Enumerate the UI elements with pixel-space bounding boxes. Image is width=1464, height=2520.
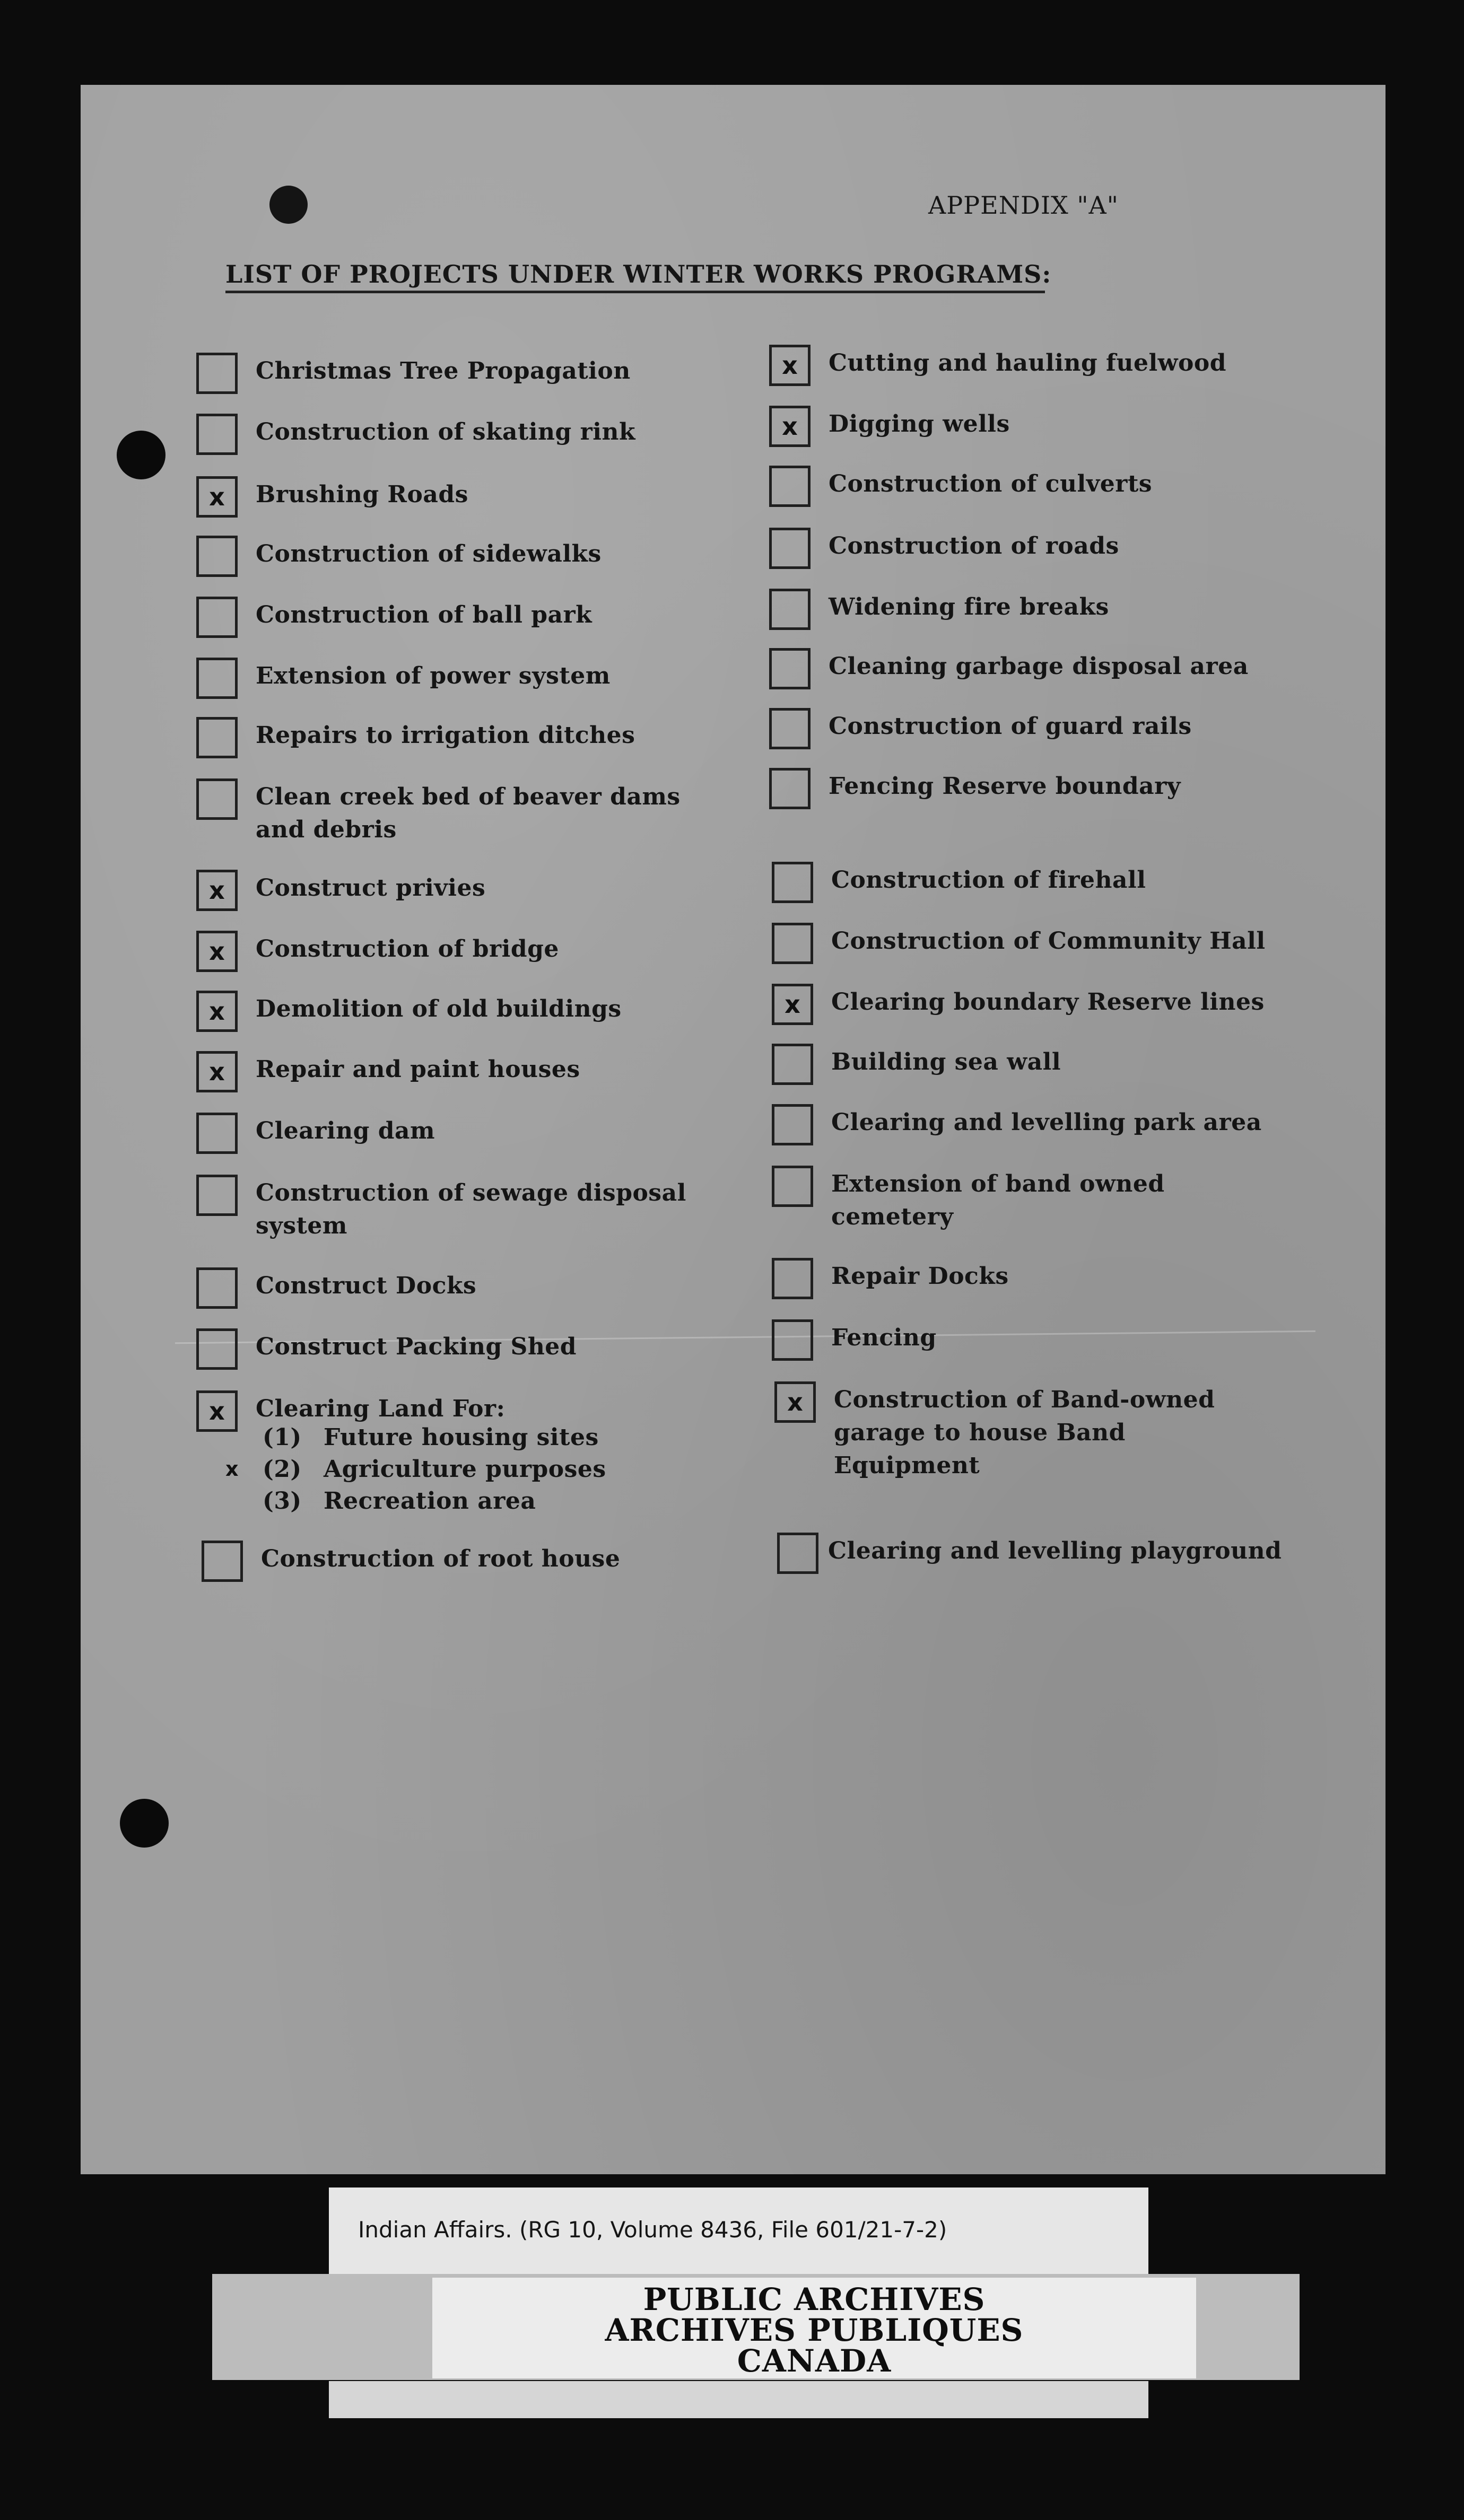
checkbox[interactable]: x [196,476,238,518]
checklist-item-right [769,528,1119,569]
item-label: Construction of ball park [256,601,592,628]
archive-citation: Indian Affairs. (RG 10, Volume 8436, File 601/21-7-2) [358,2217,947,2243]
item-label: Construction of Community Hall [831,928,1266,955]
item-label: Construction of Band-owned garage to house Band Equipment [834,1386,1215,1479]
checklist-item-left [196,870,485,911]
checklist-item-right [777,1533,1282,1574]
checklist-item-right [769,768,1181,809]
item-label: Construction of firehall [831,867,1146,894]
punch-hole-bottom [120,1799,169,1848]
checklist-item-left [196,536,602,577]
checklist-item-left [196,1267,476,1309]
checklist-item-right [772,1258,1009,1299]
item-label: Fencing [831,1324,937,1351]
subitem-2: (2) Agriculture purposes [263,1456,606,1483]
item-label: Repair and paint houses [256,1056,580,1083]
item-label: Clean creek bed of beaver dams and debris [256,783,681,843]
checklist-item-left [196,991,622,1032]
item-label: Clearing Land For: [256,1395,506,1422]
checkbox[interactable]: x [196,991,238,1032]
punch-hole-top [117,431,165,479]
item-label: Clearing and levelling park area [831,1109,1262,1136]
item-label: Construction of root house [261,1545,621,1572]
checklist-item-right [769,466,1152,507]
checkbox[interactable] [202,1541,243,1582]
checklist-item-left [196,476,468,518]
checkbox[interactable] [196,1113,238,1154]
checkbox[interactable]: x [196,1390,238,1432]
checkbox[interactable]: x [772,984,813,1025]
checkbox[interactable] [772,1104,813,1145]
checkbox[interactable]: x [774,1381,816,1423]
item-label: Repairs to irrigation ditches [256,722,635,749]
checklist-item-left [196,353,631,394]
checkbox[interactable]: x [196,1051,238,1092]
item-label: Construction of culverts [829,470,1153,497]
stamp-line-2: ARCHIVES PUBLIQUES [605,2312,1024,2348]
page-title: LIST OF PROJECTS UNDER WINTER WORKS PROGRAMS: [225,260,1052,288]
checkbox[interactable] [772,862,813,903]
subitem-3: (3) Recreation area [263,1488,536,1515]
checklist-item-right [772,984,1265,1025]
checklist-item-right [772,1044,1061,1085]
checkbox[interactable] [772,1319,813,1361]
checkbox[interactable] [196,1328,238,1370]
checklist-item-right [769,589,1109,630]
card-bottom-edge [329,2381,1148,2418]
item-label: Cutting and hauling fuelwood [829,349,1226,377]
item-label: Cleaning garbage disposal area [829,653,1249,680]
checkbox[interactable]: x [769,345,811,386]
checklist-item-right [772,1104,1262,1145]
checklist-item-left [196,1175,686,1242]
checkbox[interactable] [769,768,811,809]
ink-blot [269,186,308,224]
item-label: Construction of skating rink [256,418,635,445]
item-label: Widening fire breaks [829,593,1109,620]
stamp-line-1: PUBLIC ARCHIVES [643,2281,986,2317]
item-label: Christmas Tree Propagation [256,357,631,384]
subitem-1: (1) Future housing sites [263,1424,599,1451]
checklist-item-left [196,931,559,972]
item-label: Construct Packing Shed [256,1333,577,1360]
checklist-item-left [196,597,592,638]
checkbox[interactable] [769,528,811,569]
checkbox[interactable]: x [196,870,238,911]
item-label: Repair Docks [831,1263,1009,1290]
checkbox[interactable] [196,536,238,577]
checkbox[interactable] [772,1044,813,1085]
checkbox[interactable] [769,589,811,630]
item-label: Construct privies [256,874,486,902]
checklist-item-left [196,414,635,455]
item-label: Clearing and levelling playground [828,1537,1282,1564]
title-underline [225,291,1045,293]
checkbox[interactable] [769,648,811,689]
checklist-item-right [769,708,1192,749]
checkbox[interactable] [769,466,811,507]
checklist-item-left [202,1541,620,1582]
item-label: Brushing Roads [256,481,468,508]
checklist-item-left [196,1328,577,1370]
checklist-item-left [196,717,635,758]
checklist-item-right [772,862,1146,903]
item-label: Building sea wall [831,1048,1061,1075]
item-label: Clearing dam [256,1117,435,1144]
checkbox[interactable] [772,1166,813,1207]
subitem-2-mark: x [225,1457,239,1481]
item-label: Digging wells [829,410,1010,438]
item-label: Extension of power system [256,662,611,689]
item-label: Construct Docks [256,1272,477,1299]
item-label: Construction of bridge [256,935,559,962]
checklist-item-right [772,1166,1165,1233]
checklist-item-left [196,1113,435,1154]
checklist-item-right [772,923,1266,964]
checklist-item-right [774,1381,1215,1482]
checkbox[interactable] [772,923,813,964]
item-label: Construction of sewage disposal system [256,1179,686,1239]
checkbox[interactable] [196,1267,238,1309]
checkbox[interactable] [196,717,238,758]
item-label: Construction of sidewalks [256,540,602,567]
checkbox[interactable] [196,597,238,638]
appendix-label: APPENDIX "A" [928,191,1119,220]
item-label: Construction of guard rails [829,713,1192,740]
item-label: Construction of roads [829,532,1119,559]
checkbox[interactable] [196,778,238,820]
checklist-item-left [196,778,681,846]
stamp-line-3: CANADA [737,2343,892,2379]
item-label: Demolition of old buildings [256,995,622,1022]
checkbox[interactable] [777,1533,818,1574]
checkbox[interactable] [772,1258,813,1299]
checklist-item-right [772,1319,937,1361]
checkbox[interactable] [196,353,238,394]
checklist-item-right [769,648,1249,689]
checklist-item-left [196,1051,580,1092]
checklist-item-right [769,345,1226,386]
checklist-item-left [196,658,611,699]
checkbox[interactable]: x [769,406,811,447]
checkbox[interactable] [196,658,238,699]
checkbox[interactable] [196,414,238,455]
item-label: Clearing boundary Reserve lines [831,988,1265,1016]
checkbox[interactable] [769,708,811,749]
checkbox[interactable] [196,1175,238,1216]
checkbox[interactable]: x [196,931,238,972]
checklist-item-right [769,406,1010,447]
item-label: Extension of band owned cemetery [831,1170,1165,1230]
item-label: Fencing Reserve boundary [829,773,1181,800]
